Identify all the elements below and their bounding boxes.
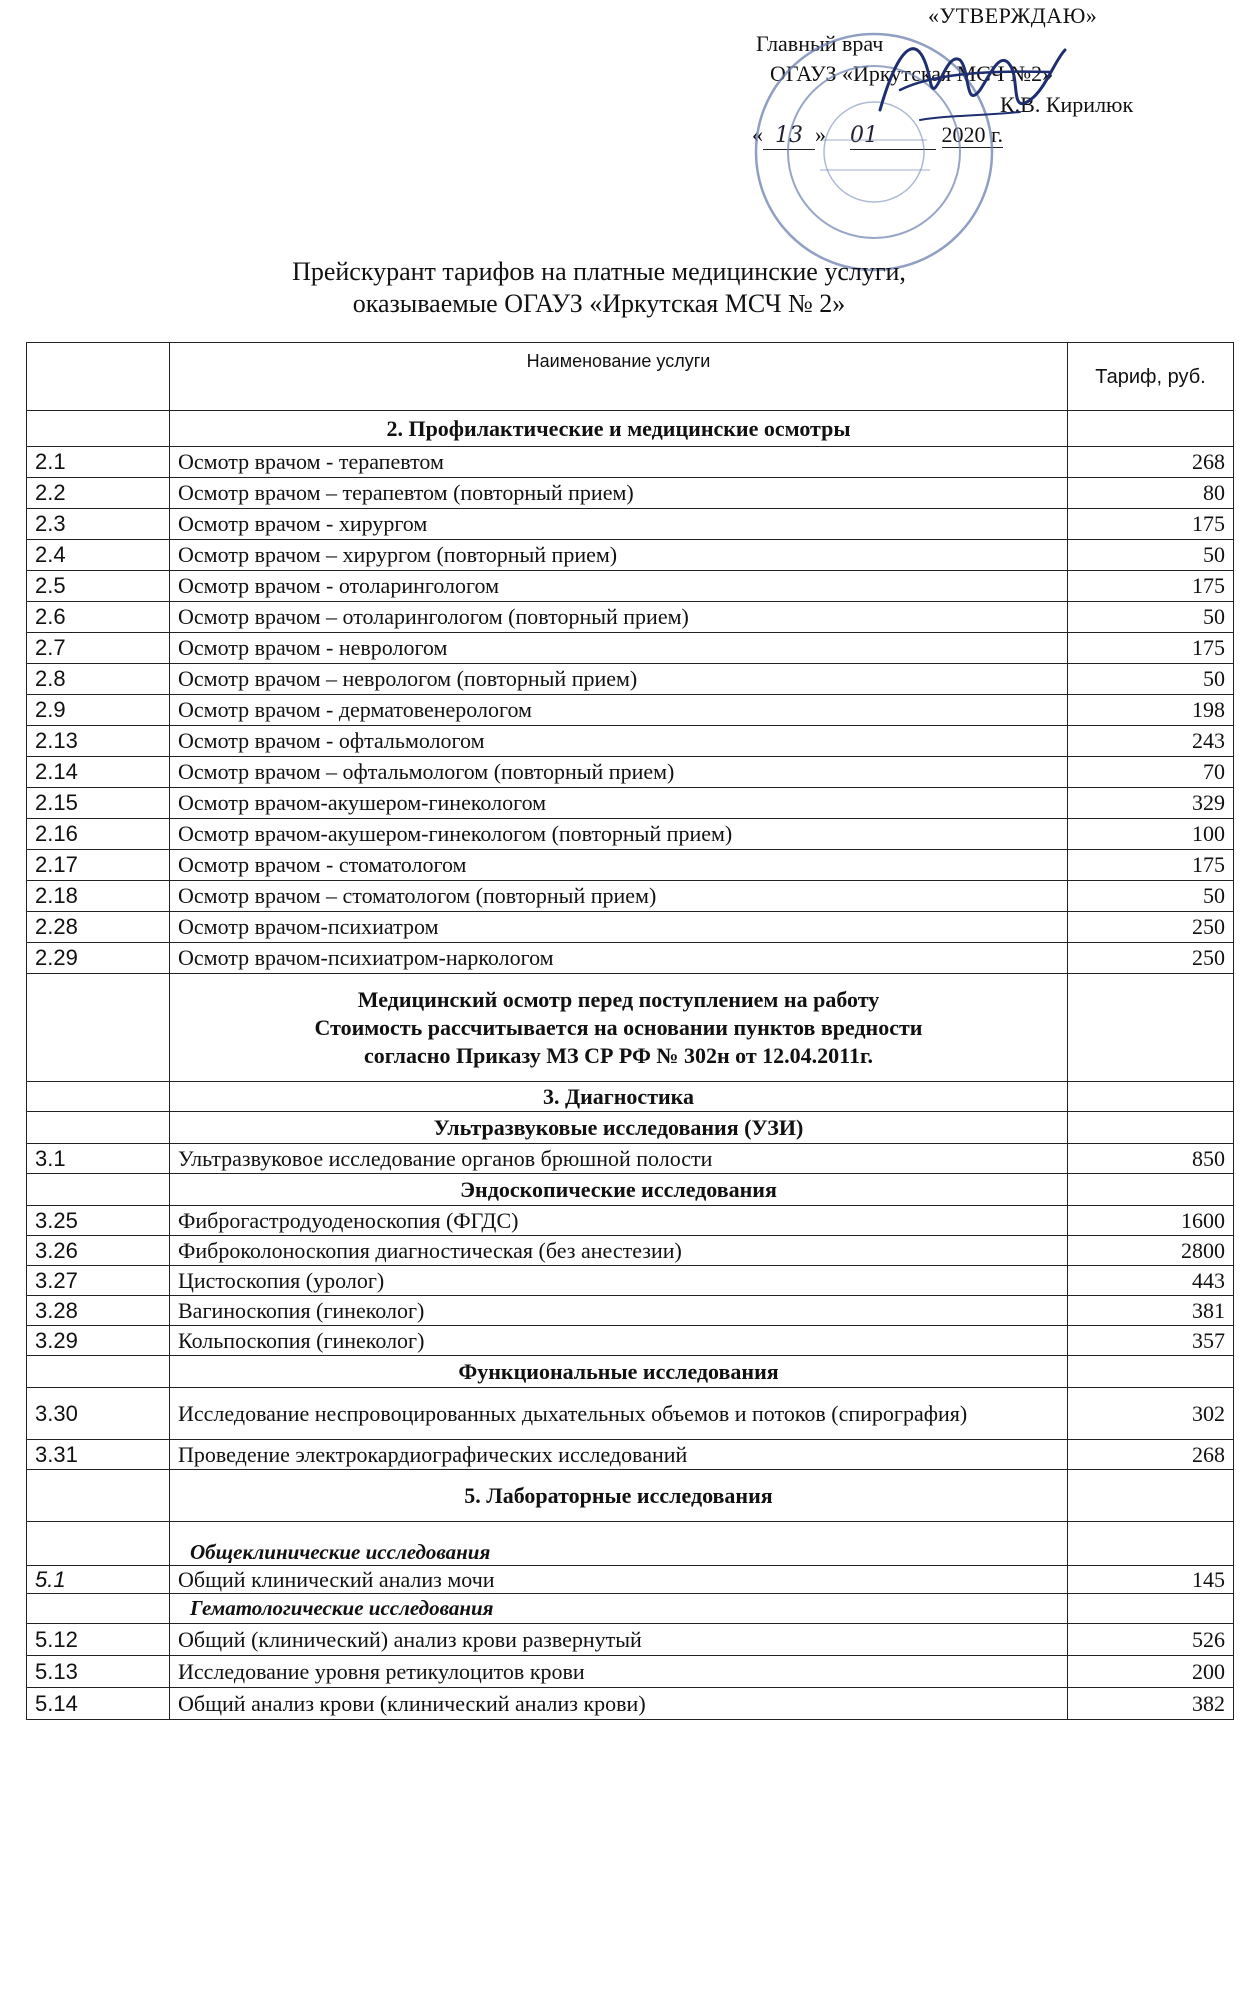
- service-code: 2.1: [27, 447, 170, 478]
- service-code: 2.13: [27, 726, 170, 757]
- subsection-row: [27, 1522, 1234, 1566]
- table-row: [27, 881, 1234, 912]
- header-number-cell: [27, 343, 170, 411]
- service-price: 381: [1068, 1296, 1234, 1326]
- service-code: 3.27: [27, 1266, 170, 1296]
- service-name: Проведение электрокардиографических исследований: [170, 1440, 1068, 1470]
- service-code: 2.5: [27, 571, 170, 602]
- service-name: Общий (клинический) анализ крови развернутый: [170, 1624, 1068, 1656]
- service-price: 2800: [1068, 1236, 1234, 1266]
- table-row: [27, 1688, 1234, 1720]
- service-name: Цистоскопия (уролог): [170, 1266, 1068, 1296]
- table-row: [27, 1326, 1234, 1356]
- service-price: 250: [1068, 912, 1234, 943]
- service-price: 850: [1068, 1144, 1234, 1174]
- service-code: 2.17: [27, 850, 170, 881]
- service-code: 2.7: [27, 633, 170, 664]
- table-row: [27, 1624, 1234, 1656]
- service-price: 175: [1068, 850, 1234, 881]
- service-price: 175: [1068, 633, 1234, 664]
- service-price: 50: [1068, 602, 1234, 633]
- service-name: Осмотр врачом - офтальмологом: [170, 726, 1068, 757]
- service-name: Осмотр врачом – терапевтом (повторный прием): [170, 478, 1068, 509]
- subsection-row: [27, 1594, 1234, 1624]
- section-row: [27, 1082, 1234, 1112]
- subsection-row: [27, 1174, 1234, 1206]
- service-name: Осмотр врачом-акушером-гинекологом: [170, 788, 1068, 819]
- table-row: [27, 447, 1234, 478]
- service-code: 5.1: [27, 1566, 170, 1594]
- service-price: 1600: [1068, 1206, 1234, 1236]
- table-row: [27, 943, 1234, 974]
- service-name: Фиброколоноскопия диагностическая (без анестезии): [170, 1236, 1068, 1266]
- table-row: [27, 912, 1234, 943]
- service-name: Осмотр врачом-акушером-гинекологом (повторный прием): [170, 819, 1068, 850]
- service-code: 2.29: [27, 943, 170, 974]
- service-code: 2.15: [27, 788, 170, 819]
- subsection-row: [27, 1356, 1234, 1388]
- service-name: Исследование уровня ретикулоцитов крови: [170, 1656, 1068, 1688]
- service-name: Осмотр врачом – неврологом (повторный прием): [170, 664, 1068, 695]
- table-row: [27, 1144, 1234, 1174]
- section-row: [27, 411, 1234, 447]
- service-price: 70: [1068, 757, 1234, 788]
- table-row: [27, 1266, 1234, 1296]
- section-title: 5. Лабораторные исследования: [170, 1470, 1068, 1522]
- document-title-line-1: Прейскурант тарифов на платные медицинские услуги,: [292, 257, 906, 286]
- approval-date: « 13 » 01 2020 г.: [752, 122, 1004, 148]
- service-price: 382: [1068, 1688, 1234, 1720]
- service-name: Осмотр врачом-психиатром: [170, 912, 1068, 943]
- service-name: Осмотр врачом-психиатром-наркологом: [170, 943, 1068, 974]
- service-price: 145: [1068, 1566, 1234, 1594]
- service-name: Кольпоскопия (гинеколог): [170, 1326, 1068, 1356]
- approval-position: Главный врач: [756, 31, 884, 56]
- header-service-name: Наименование услуги: [170, 343, 1068, 411]
- service-name: Осмотр врачом – офтальмологом (повторный прием): [170, 757, 1068, 788]
- service-code: 2.14: [27, 757, 170, 788]
- service-name: Осмотр врачом - отоларингологом: [170, 571, 1068, 602]
- service-code: 3.29: [27, 1326, 170, 1356]
- service-price: 50: [1068, 664, 1234, 695]
- service-price: 175: [1068, 509, 1234, 540]
- service-name: Вагиноскопия (гинеколог): [170, 1296, 1068, 1326]
- approval-organization: ОГАУЗ «Иркутская МСЧ №2»: [770, 61, 1054, 86]
- header-tariff: Тариф, руб.: [1068, 343, 1234, 411]
- service-price: 329: [1068, 788, 1234, 819]
- service-name: Осмотр врачом – отоларингологом (повторный прием): [170, 602, 1068, 633]
- service-name: Общий клинический анализ мочи: [170, 1566, 1068, 1594]
- service-code: 3.1: [27, 1144, 170, 1174]
- service-code: 2.3: [27, 509, 170, 540]
- table-row: [27, 602, 1234, 633]
- service-code: 3.26: [27, 1236, 170, 1266]
- approval-date-year: 2020 г.: [941, 122, 1004, 147]
- table-row: [27, 1440, 1234, 1470]
- section-note-row: [27, 974, 1234, 1082]
- table-row: [27, 633, 1234, 664]
- service-price: 200: [1068, 1656, 1234, 1688]
- service-code: 3.28: [27, 1296, 170, 1326]
- table-header-row: [27, 343, 1234, 411]
- service-name: Осмотр врачом – стоматологом (повторный прием): [170, 881, 1068, 912]
- section-title: 2. Профилактические и медицинские осмотры: [170, 411, 1068, 447]
- service-price: 50: [1068, 540, 1234, 571]
- service-price: 268: [1068, 447, 1234, 478]
- service-name: Общий анализ крови (клинический анализ крови): [170, 1688, 1068, 1720]
- service-price: 443: [1068, 1266, 1234, 1296]
- approval-date-month: 01: [850, 123, 878, 148]
- service-code: 2.4: [27, 540, 170, 571]
- table-row: [27, 1206, 1234, 1236]
- table-row: [27, 1388, 1234, 1440]
- subsection-title: Эндоскопические исследования: [170, 1174, 1068, 1206]
- service-code: 3.30: [27, 1388, 170, 1440]
- service-price: 50: [1068, 881, 1234, 912]
- approval-title: «УТВЕРЖДАЮ»: [928, 3, 1098, 28]
- table-row: [27, 540, 1234, 571]
- service-price: 80: [1068, 478, 1234, 509]
- table-row: [27, 1656, 1234, 1688]
- table-row: [27, 1296, 1234, 1326]
- subsection-title: Гематологические исследования: [170, 1594, 1068, 1624]
- subsection-title: Общеклинические исследования: [170, 1522, 1068, 1566]
- service-price: 198: [1068, 695, 1234, 726]
- service-name: Осмотр врачом - неврологом: [170, 633, 1068, 664]
- service-price: 526: [1068, 1624, 1234, 1656]
- table-row: [27, 1566, 1234, 1594]
- table-row: [27, 819, 1234, 850]
- service-code: 2.8: [27, 664, 170, 695]
- table-row: [27, 850, 1234, 881]
- service-price: 302: [1068, 1388, 1234, 1440]
- service-name: Осмотр врачом - хирургом: [170, 509, 1068, 540]
- subsection-row: [27, 1112, 1234, 1144]
- service-name: Ультразвуковое исследование органов брюшной полости: [170, 1144, 1068, 1174]
- service-price: 250: [1068, 943, 1234, 974]
- section-title: 3. Диагностика: [170, 1082, 1068, 1112]
- service-code: 2.18: [27, 881, 170, 912]
- service-code: 2.9: [27, 695, 170, 726]
- document-title-line-2: оказываемые ОГАУЗ «Иркутская МСЧ № 2»: [352, 289, 846, 318]
- service-price: 357: [1068, 1326, 1234, 1356]
- price-list-table: [26, 342, 1234, 1720]
- subsection-title: Ультразвуковые исследования (УЗИ): [170, 1112, 1068, 1144]
- table-row: [27, 664, 1234, 695]
- approval-signer-name: К.В. Кирилюк: [1000, 92, 1134, 117]
- service-name: Фиброгастродуоденоскопия (ФГДС): [170, 1206, 1068, 1236]
- service-code: 5.12: [27, 1624, 170, 1656]
- service-code: 2.6: [27, 602, 170, 633]
- table-row: [27, 788, 1234, 819]
- subsection-title: Функциональные исследования: [170, 1356, 1068, 1388]
- approval-date-day: 13: [775, 123, 803, 148]
- handwritten-signature: [860, 20, 1070, 140]
- table-row: [27, 509, 1234, 540]
- service-code: 5.14: [27, 1688, 170, 1720]
- service-name: Осмотр врачом – хирургом (повторный прием): [170, 540, 1068, 571]
- table-row: [27, 726, 1234, 757]
- table-row: [27, 695, 1234, 726]
- service-name: Исследование неспровоцированных дыхательных объемов и потоков (спирография): [170, 1388, 1068, 1440]
- section-note-line-2: Стоимость рассчитывается на основании пунктов вредности: [314, 1014, 923, 1040]
- section-row: [27, 1470, 1234, 1522]
- service-code: 3.25: [27, 1206, 170, 1236]
- section-note: [170, 974, 1068, 1082]
- service-name: Осмотр врачом - стоматологом: [170, 850, 1068, 881]
- table-row: [27, 571, 1234, 602]
- service-name: Осмотр врачом - дерматовенерологом: [170, 695, 1068, 726]
- table-row: [27, 478, 1234, 509]
- service-price: 268: [1068, 1440, 1234, 1470]
- service-price: 243: [1068, 726, 1234, 757]
- table-row: [27, 1236, 1234, 1266]
- service-price: 100: [1068, 819, 1234, 850]
- service-code: 3.31: [27, 1440, 170, 1470]
- service-price: 175: [1068, 571, 1234, 602]
- service-code: 5.13: [27, 1656, 170, 1688]
- service-code: 2.2: [27, 478, 170, 509]
- service-code: 2.28: [27, 912, 170, 943]
- service-code: 2.16: [27, 819, 170, 850]
- section-note-line-3: согласно Приказу МЗ СР РФ № 302н от 12.04.2011г.: [364, 1042, 873, 1068]
- section-note-line-1: Медицинский осмотр перед поступлением на работу: [357, 986, 880, 1012]
- table-row: [27, 757, 1234, 788]
- service-name: Осмотр врачом - терапевтом: [170, 447, 1068, 478]
